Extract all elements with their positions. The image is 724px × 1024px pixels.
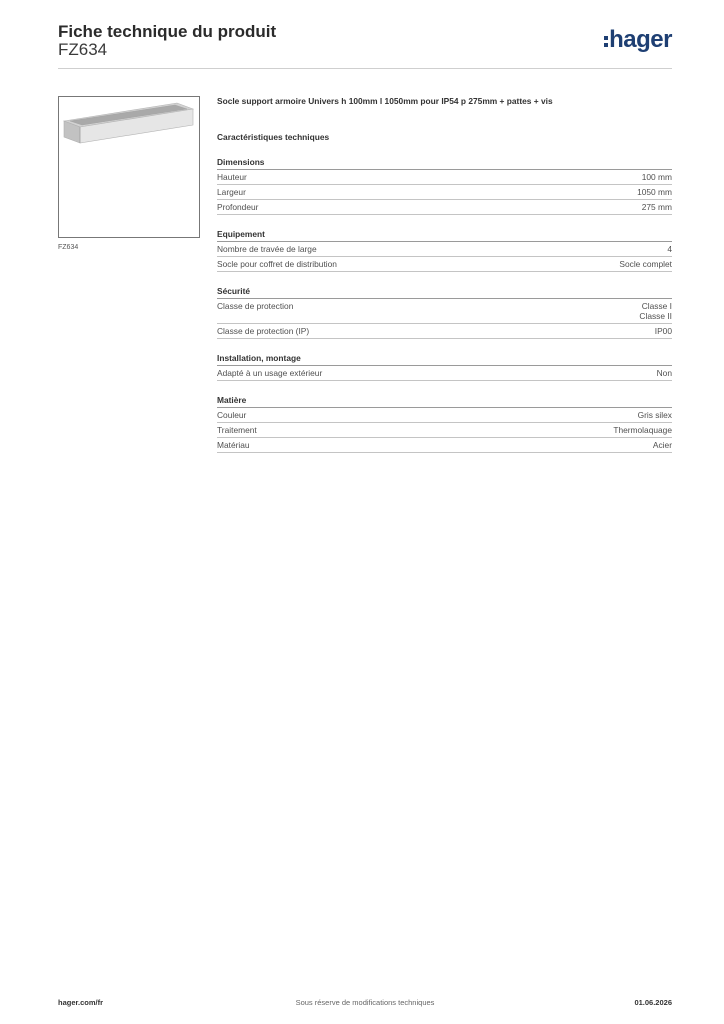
spec-value (613, 425, 672, 435)
spec-label: Profondeur (217, 202, 259, 212)
spec-section (217, 229, 672, 272)
spec-section (217, 157, 672, 215)
product-reference: FZ634 (58, 40, 108, 59)
logo-text: hager (609, 26, 672, 53)
spec-label: Adapté à un usage extérieur (217, 368, 323, 378)
spec-value-line: 1050 mm (637, 187, 672, 197)
spec-value-line: Acier (652, 440, 672, 450)
header-divider (58, 68, 672, 69)
spec-value (655, 326, 672, 336)
footer-date: 01.06.2026 (634, 998, 672, 1007)
spec-label: Traitement (217, 425, 257, 435)
spec-label: Largeur (217, 187, 246, 197)
page-header (58, 20, 672, 70)
product-description: Socle support armoire Univers h 100mm l 1050mm pour IP54 p 275mm + pattes + vis (217, 96, 553, 106)
spec-row (217, 170, 672, 185)
spec-value (657, 368, 672, 378)
product-plinth-icon (59, 97, 199, 237)
spec-value-line: Socle complet (619, 259, 672, 269)
hager-logo (604, 26, 672, 54)
spec-row (217, 200, 672, 215)
spec-value-line: Non (656, 368, 672, 378)
spec-label: Classe de protection (217, 301, 294, 311)
spec-label: Couleur (217, 410, 247, 420)
spec-label: Classe de protection (IP) (217, 326, 310, 336)
spec-section-title: Installation, montage (217, 353, 672, 366)
spec-value (639, 301, 672, 321)
spec-section (217, 395, 672, 453)
product-image (58, 96, 200, 238)
spec-section (217, 286, 672, 339)
specs-heading: Caractéristiques techniques (217, 132, 330, 142)
product-content (217, 95, 672, 453)
spec-sections (217, 157, 672, 453)
spec-row (217, 185, 672, 200)
spec-value (667, 244, 672, 254)
spec-value (638, 410, 672, 420)
spec-row (217, 299, 672, 324)
spec-value-line: Classe I (641, 301, 672, 311)
spec-row (217, 423, 672, 438)
spec-label: Hauteur (217, 172, 247, 182)
spec-row (217, 408, 672, 423)
spec-label: Matériau (217, 440, 250, 450)
spec-section-title: Dimensions (217, 157, 672, 170)
spec-value (642, 202, 672, 212)
page-title: Fiche technique du produit (58, 22, 277, 41)
footer-disclaimer: Sous réserve de modifications techniques (295, 998, 435, 1007)
spec-value (653, 440, 672, 450)
spec-value-line: 275 mm (641, 202, 672, 212)
spec-row (217, 324, 672, 339)
footer-website: hager.com/fr (58, 998, 104, 1007)
spec-value (637, 187, 672, 197)
page-footer (58, 998, 672, 1010)
spec-row (217, 242, 672, 257)
spec-value-line: IP00 (654, 326, 672, 336)
spec-value-line: Gris silex (637, 410, 672, 420)
spec-value-line: 4 (667, 244, 672, 254)
spec-section-title: Matière (217, 395, 672, 408)
spec-value (642, 172, 672, 182)
spec-section-title: Sécurité (217, 286, 672, 299)
spec-value-line: Classe II (639, 311, 672, 321)
spec-row (217, 366, 672, 381)
spec-label: Socle pour coffret de distribution (217, 259, 337, 269)
spec-value-line: 100 mm (641, 172, 672, 182)
logo-dots-icon (604, 36, 608, 47)
spec-section (217, 353, 672, 381)
spec-row (217, 438, 672, 453)
image-caption: FZ634 (58, 244, 79, 251)
spec-label: Nombre de travée de large (217, 244, 317, 254)
spec-section-title: Equipement (217, 229, 672, 242)
spec-row (217, 257, 672, 272)
spec-value-line: Thermolaquage (613, 425, 672, 435)
spec-value (619, 259, 672, 269)
